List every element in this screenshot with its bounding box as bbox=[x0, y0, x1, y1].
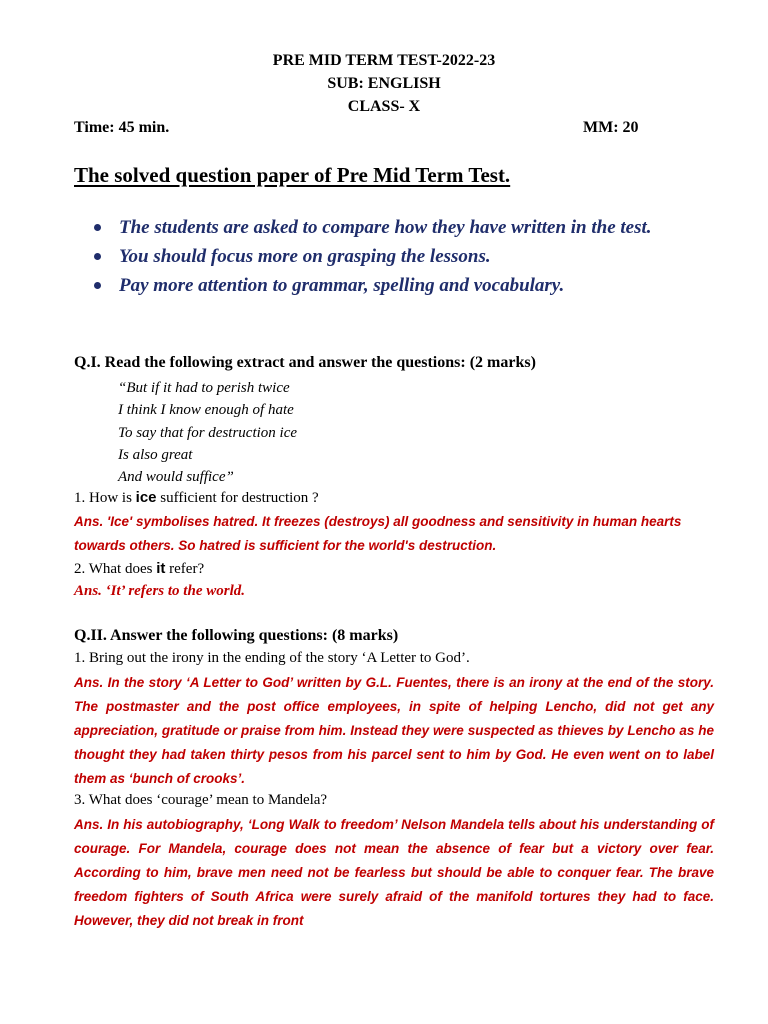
answer-1-1: Ans. 'Ice' symbolises hatred. It freezes (destroys) all goodness and sensitivity in human hearts towards others. So hatred is sufficient for the world's destruction. bbox=[74, 514, 682, 553]
poem-line: I think I know enough of hate bbox=[118, 402, 294, 419]
question-2-3: 3. What does ‘courage’ mean to Mandela? bbox=[74, 792, 328, 808]
poem-line: And would suffice” bbox=[118, 469, 234, 486]
max-marks-label: MM: 20 bbox=[583, 119, 639, 136]
question-1-1: 1. How is ice sufficient for destruction ? bbox=[74, 489, 319, 506]
instruction-text: Pay more attention to grammar, spelling and vocabulary. bbox=[119, 275, 565, 296]
question-keyword: it bbox=[156, 560, 166, 577]
test-title: PRE MID TERM TEST-2022-23 bbox=[272, 52, 496, 69]
answer-1-2: Ans. ‘It’ refers to the world. bbox=[74, 583, 245, 599]
poem-line: “But if it had to perish twice bbox=[118, 380, 290, 396]
time-label: Time: 45 min. bbox=[74, 119, 170, 136]
question-1-2: 2. What does it refer? bbox=[74, 560, 205, 577]
poem-line: To say that for destruction ice bbox=[118, 424, 298, 441]
poem-line: Is also great bbox=[118, 446, 193, 463]
bullet-icon bbox=[94, 224, 101, 231]
question-2-1: 1. Bring out the irony in the ending of the story ‘A Letter to God’. bbox=[74, 650, 470, 666]
bullet-icon bbox=[94, 253, 101, 260]
instruction-text: You should focus more on grasping the lessons. bbox=[119, 246, 491, 267]
section-2-heading: Q.II. Answer the following questions: (8 marks) bbox=[74, 627, 399, 644]
question-keyword: ice bbox=[135, 489, 157, 506]
section-1-heading: Q.I. Read the following extract and answer the questions: (2 marks) bbox=[74, 354, 536, 371]
class-label: CLASS- X bbox=[347, 98, 421, 115]
instruction-item bbox=[94, 214, 714, 241]
page-title: The solved question paper of Pre Mid Term Test. bbox=[74, 163, 511, 187]
answer-2-3: Ans. In his autobiography, ‘Long Walk to freedom’ Nelson Mandela tells about his understanding of courage. For Mandela, courage does not mean the absence of fear but a victory over fear. According to him, brave men need not be fearless but should be able to conquer fear. The brave freedom fighters of South Africa were surely afraid of the manifold tortures they had to face. However, they did not break in front bbox=[74, 817, 714, 928]
bullet-icon bbox=[94, 282, 101, 289]
answer-2-1: Ans. In the story ‘A Letter to God’ written by G.L. Fuentes, there is an irony at the end of the story. The postmaster and the post office employees, in spite of helping Lencho, did not get any appreciation, gratitude or praise from him. Instead they were suspected as thieves by Lencho as he thought they had taken thirty pesos from his parcel sent to him by God. He even went on to label them as ‘bunch of crooks’. bbox=[74, 675, 714, 786]
instruction-list bbox=[94, 214, 714, 301]
instruction-text: The students are asked to compare how they have written in the test. bbox=[119, 217, 652, 238]
poem-extract bbox=[118, 377, 297, 488]
instruction-item bbox=[94, 243, 714, 270]
subject-label: SUB: ENGLISH bbox=[327, 75, 441, 92]
instruction-item bbox=[94, 272, 714, 299]
